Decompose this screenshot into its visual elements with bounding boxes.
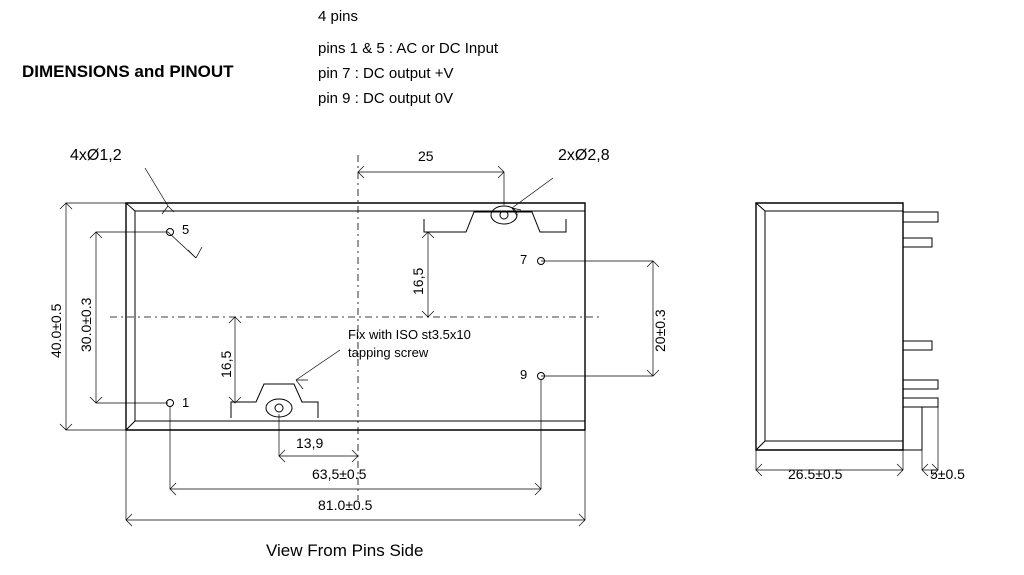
dim-v-16-5-top: 16,5: [410, 267, 426, 295]
pin-label-5: 5: [182, 222, 190, 237]
dim-h-13-9: 13,9: [296, 435, 324, 451]
view-caption: View From Pins Side: [266, 541, 424, 560]
note-line-4: pin 9 : DC output 0V: [318, 90, 454, 107]
screw-note-line-2: tapping screw: [348, 345, 429, 360]
label-2x-dia-2-8: 2xØ2,8: [558, 147, 610, 164]
dim-height-total: 40.0±0.5: [48, 303, 64, 358]
page-title: DIMENSIONS and PINOUT: [22, 62, 234, 81]
note-line-1: 4 pins: [318, 8, 359, 25]
screw-note-line-1: Fix with ISO st3.5x10: [348, 327, 471, 342]
dim-height-inner: 30.0±0.3: [78, 297, 94, 352]
pin-label-9: 9: [520, 367, 528, 382]
dim-width-25: 25: [418, 148, 434, 164]
label-4x-dia-1-2: 4xØ1,2: [70, 147, 122, 164]
dim-v-16-5-bottom: 16,5: [218, 350, 234, 378]
dim-h-81-0: 81.0±0.5: [318, 497, 373, 513]
dim-right-20: 20±0.3: [652, 309, 668, 352]
note-line-3: pin 7 : DC output +V: [318, 65, 454, 82]
dim-side-26-5: 26.5±0.5: [788, 466, 843, 482]
dim-side-5: 5±0.5: [930, 466, 965, 482]
pin-label-1: 1: [182, 395, 190, 410]
note-line-2: pins 1 & 5 : AC or DC Input: [318, 40, 499, 57]
pin-label-7: 7: [520, 252, 528, 267]
dim-h-63-5: 63,5±0.5: [312, 466, 367, 482]
